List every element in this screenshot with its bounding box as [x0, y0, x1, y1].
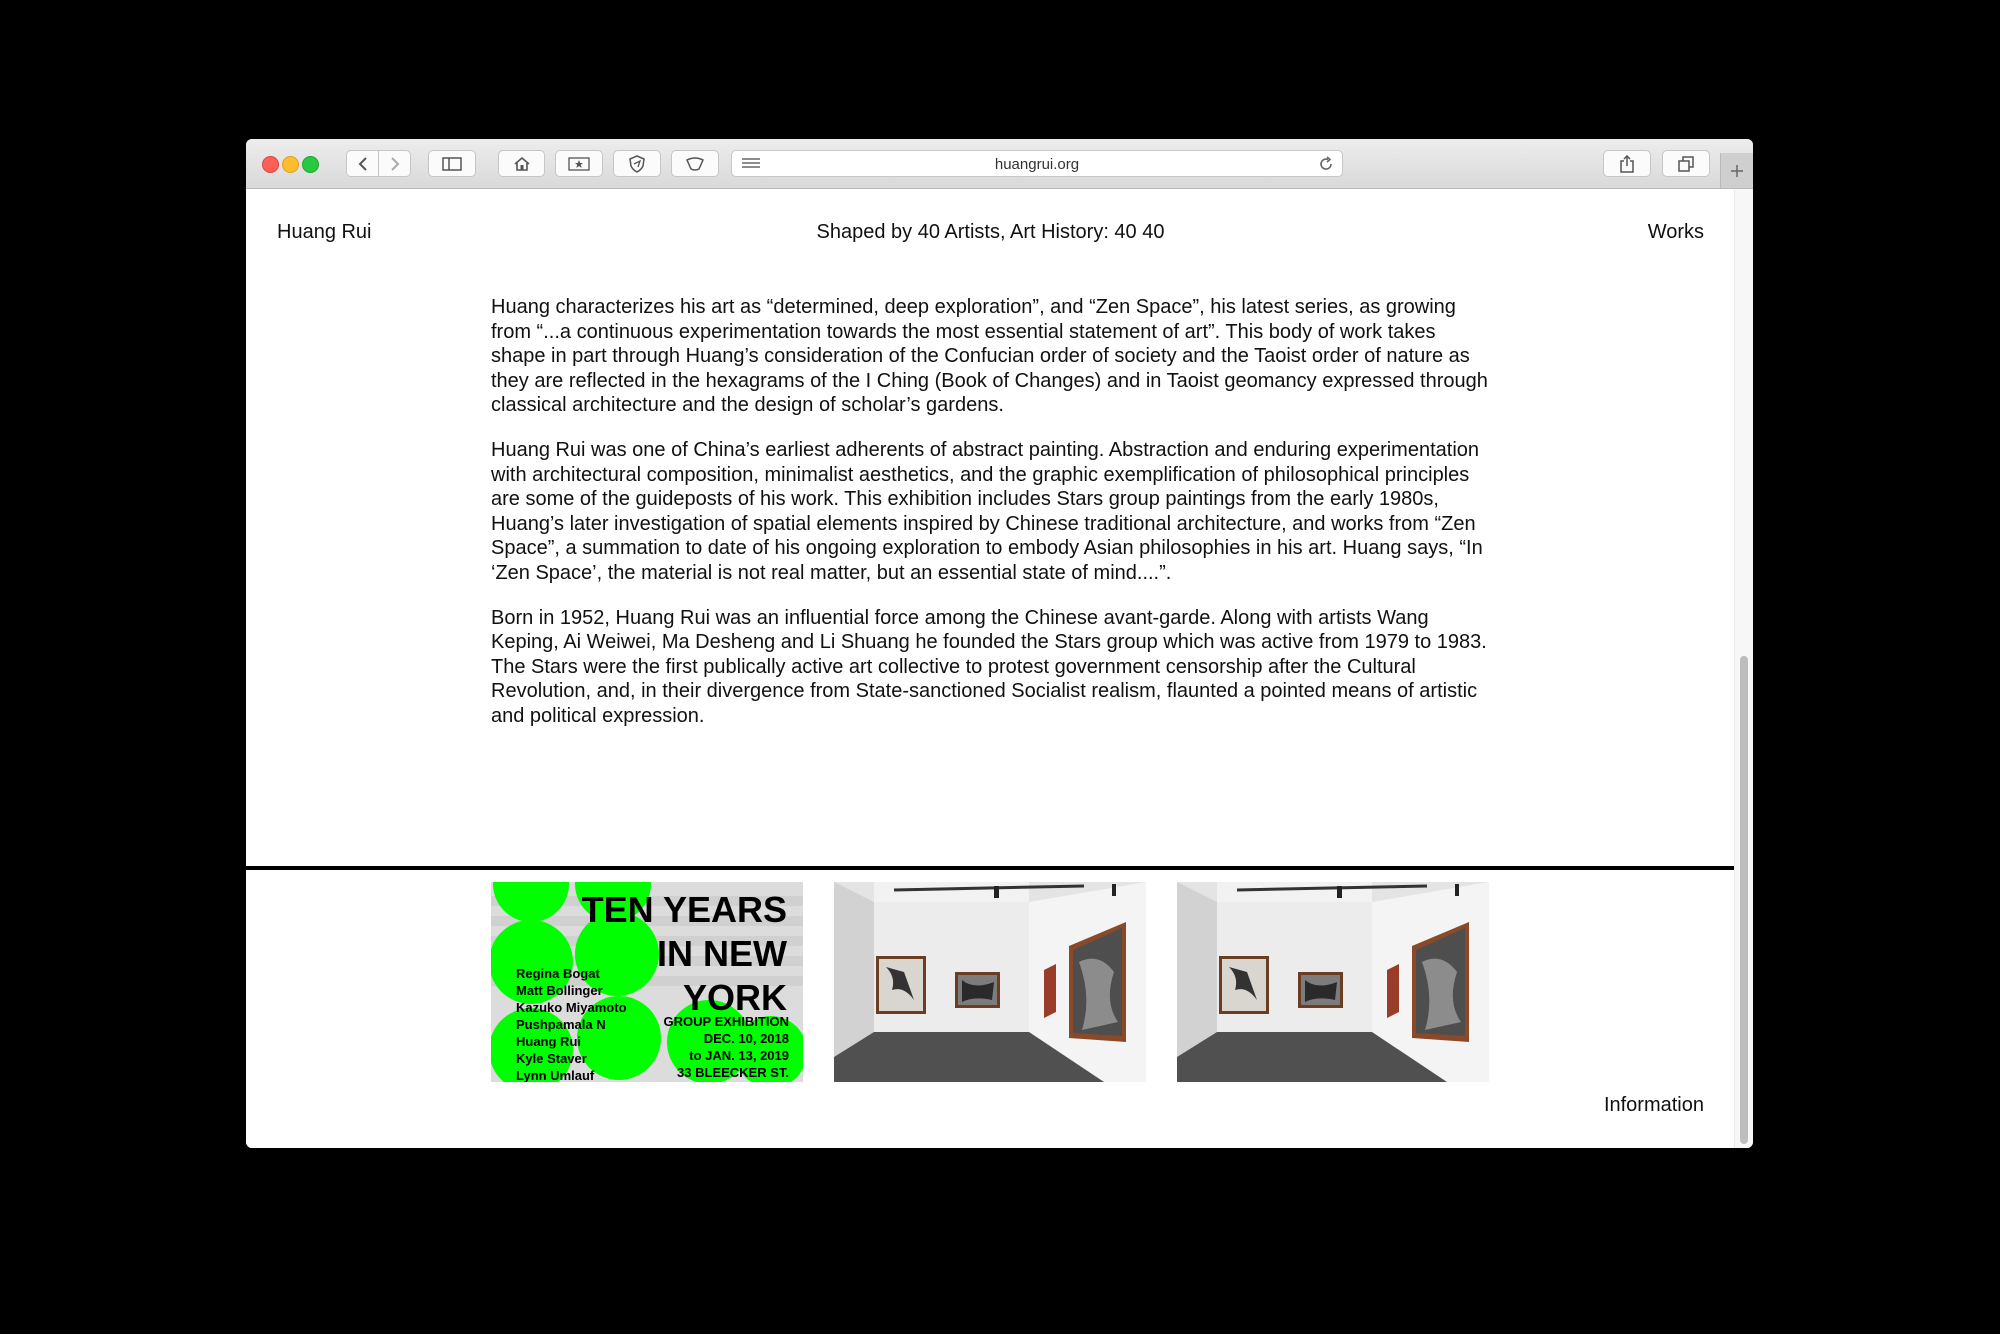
shield-icon [628, 155, 646, 173]
poster-detail: 33 BLEECKER ST. [677, 1065, 789, 1080]
poster-artist: Matt Bollinger [516, 983, 603, 998]
page-scrollbar[interactable] [1734, 189, 1753, 1148]
section-divider [246, 866, 1735, 870]
poster-detail: to JAN. 13, 2019 [689, 1048, 789, 1063]
poster-title-line: TEN YEARS [581, 889, 787, 930]
back-button[interactable] [346, 150, 379, 177]
poster-artist: Regina Bogat [516, 966, 600, 981]
sidebar-button[interactable] [428, 150, 476, 177]
star-icon [568, 157, 590, 171]
tabs-icon [1678, 156, 1694, 172]
new-tab-button[interactable] [1720, 153, 1753, 188]
extension-icon [685, 157, 705, 171]
share-icon [1619, 155, 1635, 173]
exhibition-title[interactable]: Shaped by 40 Artists, Art History: 40 40 [816, 221, 1165, 243]
browser-window [246, 139, 1753, 1148]
article-body [491, 295, 1491, 749]
reload-icon[interactable] [1318, 156, 1334, 177]
works-link[interactable]: Works [1647, 221, 1704, 243]
url-text: huangrui.org [994, 156, 1080, 173]
poster-artist: Lynn Umlauf [516, 1068, 595, 1082]
home-button[interactable] [498, 150, 545, 177]
poster-thumbnail[interactable] [491, 882, 803, 1082]
information-link[interactable]: Information [1603, 1094, 1704, 1116]
chevron-right-icon [390, 157, 400, 171]
forward-button[interactable] [378, 150, 411, 177]
share-button[interactable] [1603, 150, 1651, 177]
address-bar[interactable] [731, 150, 1343, 177]
poster-artist: Kyle Staver [516, 1051, 587, 1066]
tabs-overview-button[interactable] [1662, 150, 1710, 177]
paragraph: Born in 1952, Huang Rui was an influential force among the Chinese avant-garde. Along with artists Wang Keping, Ai Weiwei, Ma Desheng and Li Shuang he founded the Stars group which was active from 1979 to 1983. The Stars were the first publically active art collective to protest government censorship after the Cultural Revolution, and, in their divergence from State-sanctioned Socialist realism, flaunted a pointed means of artistic and political expression. [491, 606, 1487, 727]
gallery-photo-thumbnail[interactable] [1177, 882, 1489, 1082]
site-title-link[interactable]: Huang Rui [277, 221, 372, 243]
poster-title-line: YORK [682, 977, 787, 1018]
paragraph: Huang characterizes his art as “determined, deep exploration”, and “Zen Space”, his latest series, as growing from “...a continuous experimentation towards the most essential statement of art”. This body of work takes shape in part through Huang’s consideration of the Confucian order of society and the Taoist order of nature as they are reflected in the hexagrams of the I Ching (Book of Changes) and in Taoist geomancy expressed through classical architecture and the design of scholar’s gardens. [491, 296, 1488, 417]
poster-artist: Huang Rui [516, 1034, 581, 1049]
minimize-window-button[interactable] [282, 156, 299, 173]
home-icon [513, 156, 531, 172]
browser-toolbar [246, 139, 1753, 189]
chevron-left-icon [358, 157, 368, 171]
sidebar-icon [442, 157, 462, 171]
poster-artist: Kazuko Miyamoto [516, 1000, 627, 1015]
plus-icon [1730, 164, 1744, 178]
gallery-photo-thumbnail[interactable] [834, 882, 1146, 1082]
web-page [246, 189, 1735, 1148]
bookmarks-button[interactable] [555, 150, 603, 177]
poster-title-line: IN NEW [657, 933, 787, 974]
extension-button[interactable] [671, 150, 719, 177]
zoom-window-button[interactable] [302, 156, 319, 173]
privacy-button[interactable] [613, 150, 661, 177]
close-window-button[interactable] [262, 156, 279, 173]
paragraph: Huang Rui was one of China’s earliest adherents of abstract painting. Abstraction and enduring experimentation with architectural composition, minimalist aesthetics, and the graphic exemplification of philosophical principles are some of the guideposts of his work. This exhibition includes Stars group paintings from the early 1980s, Huang’s later investigation of spatial elements inspired by Chinese traditional architecture, and works from “Zen Space”, a summation to date of his ongoing exploration to embody Asian philosophies in his art. Huang says, “In ‘Zen Space’, the material is not real matter, but an essential state of mind....”. [491, 438, 1483, 584]
scrollbar-thumb[interactable] [1740, 656, 1748, 1144]
poster-artist: Pushpamala N [516, 1017, 606, 1032]
poster-detail: GROUP EXHIBITION [663, 1014, 789, 1029]
poster-detail: DEC. 10, 2018 [703, 1031, 789, 1046]
